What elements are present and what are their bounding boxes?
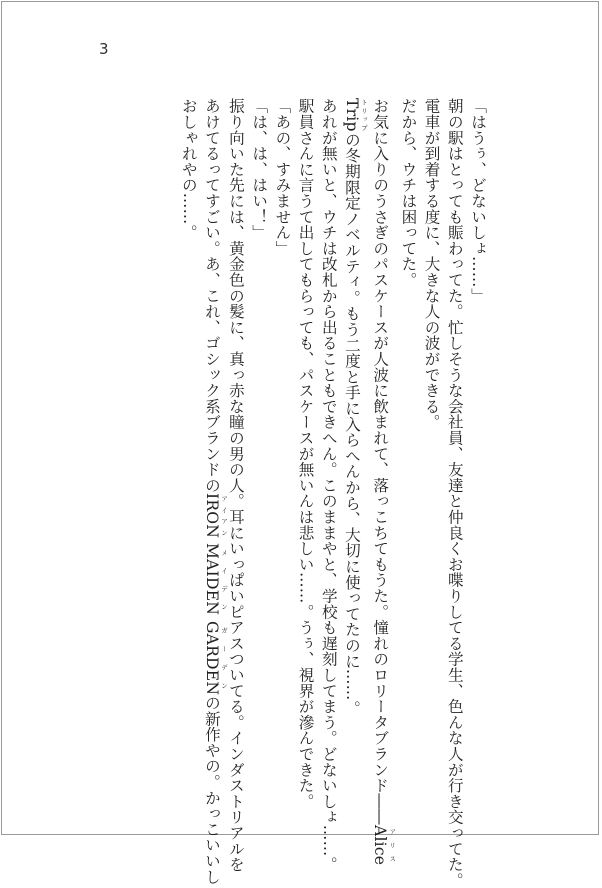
ruby-maiden-base: MAIDEN <box>202 543 221 616</box>
paragraph-3: だから、ウチは困ってた。 <box>399 98 418 288</box>
ruby-iron-base: IRON <box>202 493 221 539</box>
ruby-garden-base: GARDEN <box>202 620 221 695</box>
paragraph-4-text: お気に入りのうさぎのパスケースが人波に飲まれて、落っこちてもうた。憧れのロリータブランド―― <box>371 98 390 825</box>
ruby-garden <box>202 620 228 695</box>
ruby-trip-reading: トリップ <box>359 98 368 132</box>
paragraph-4 <box>368 98 397 865</box>
paragraph-8: 「は、は、はい！」 <box>250 98 269 241</box>
ruby-garden-reading: ガーデン <box>219 620 228 695</box>
paragraph-6: あれが無いと、ウチは改札から出ることもできへん。このままやと、学校も遅刻してまう。どないしょ……。 駅員さんに言うて出してもらっても、パスケースが無いんは悲しい……。うぅ、視界が滲んできた。 <box>296 98 338 873</box>
ruby-iron <box>202 493 228 539</box>
ruby-trip-base: Trip <box>342 98 361 132</box>
paragraph-1: 「はうぅ、どないしょ……」 <box>469 98 487 304</box>
ruby-maiden <box>202 543 228 616</box>
ruby-alice-base: Alice <box>371 824 390 865</box>
ruby-maiden-reading: メイデン <box>219 543 228 616</box>
paragraph-5-text: の冬期限定ノベルティ。もう二度と手に入らへんから、大切に使ってたのに……。 <box>342 131 361 717</box>
paragraph-9-text: 振り向いた先には、黄金色の髪に、真っ赤な瞳の男の人。耳にいっぱいピアスついてる。インダストリアルを あけてるってすごい。あ、これ、ゴシック系ブランドの <box>202 98 245 873</box>
page-number: 3 <box>99 40 109 58</box>
paragraph-2: 朝の駅はとっても賑わってた。忙しそうな会社員、友達と仲良くお喋りしてる学生、色んな人が行き交ってた。 電車が到着する度に、大きな人の波ができる。 <box>422 98 464 888</box>
paragraph-9 <box>177 98 247 885</box>
ruby-alice-reading: アリス <box>388 824 397 865</box>
paragraph-9-tail: の新作やの。かっこいいし おしゃれやの……。 <box>179 98 221 885</box>
ruby-trip <box>342 98 368 132</box>
ruby-alice <box>371 824 397 865</box>
paragraph-7: 「あの、すみません」 <box>273 98 292 256</box>
paragraph-5 <box>340 98 368 798</box>
vertical-text-body <box>117 98 489 888</box>
ruby-iron-reading: アイアン <box>219 493 228 539</box>
